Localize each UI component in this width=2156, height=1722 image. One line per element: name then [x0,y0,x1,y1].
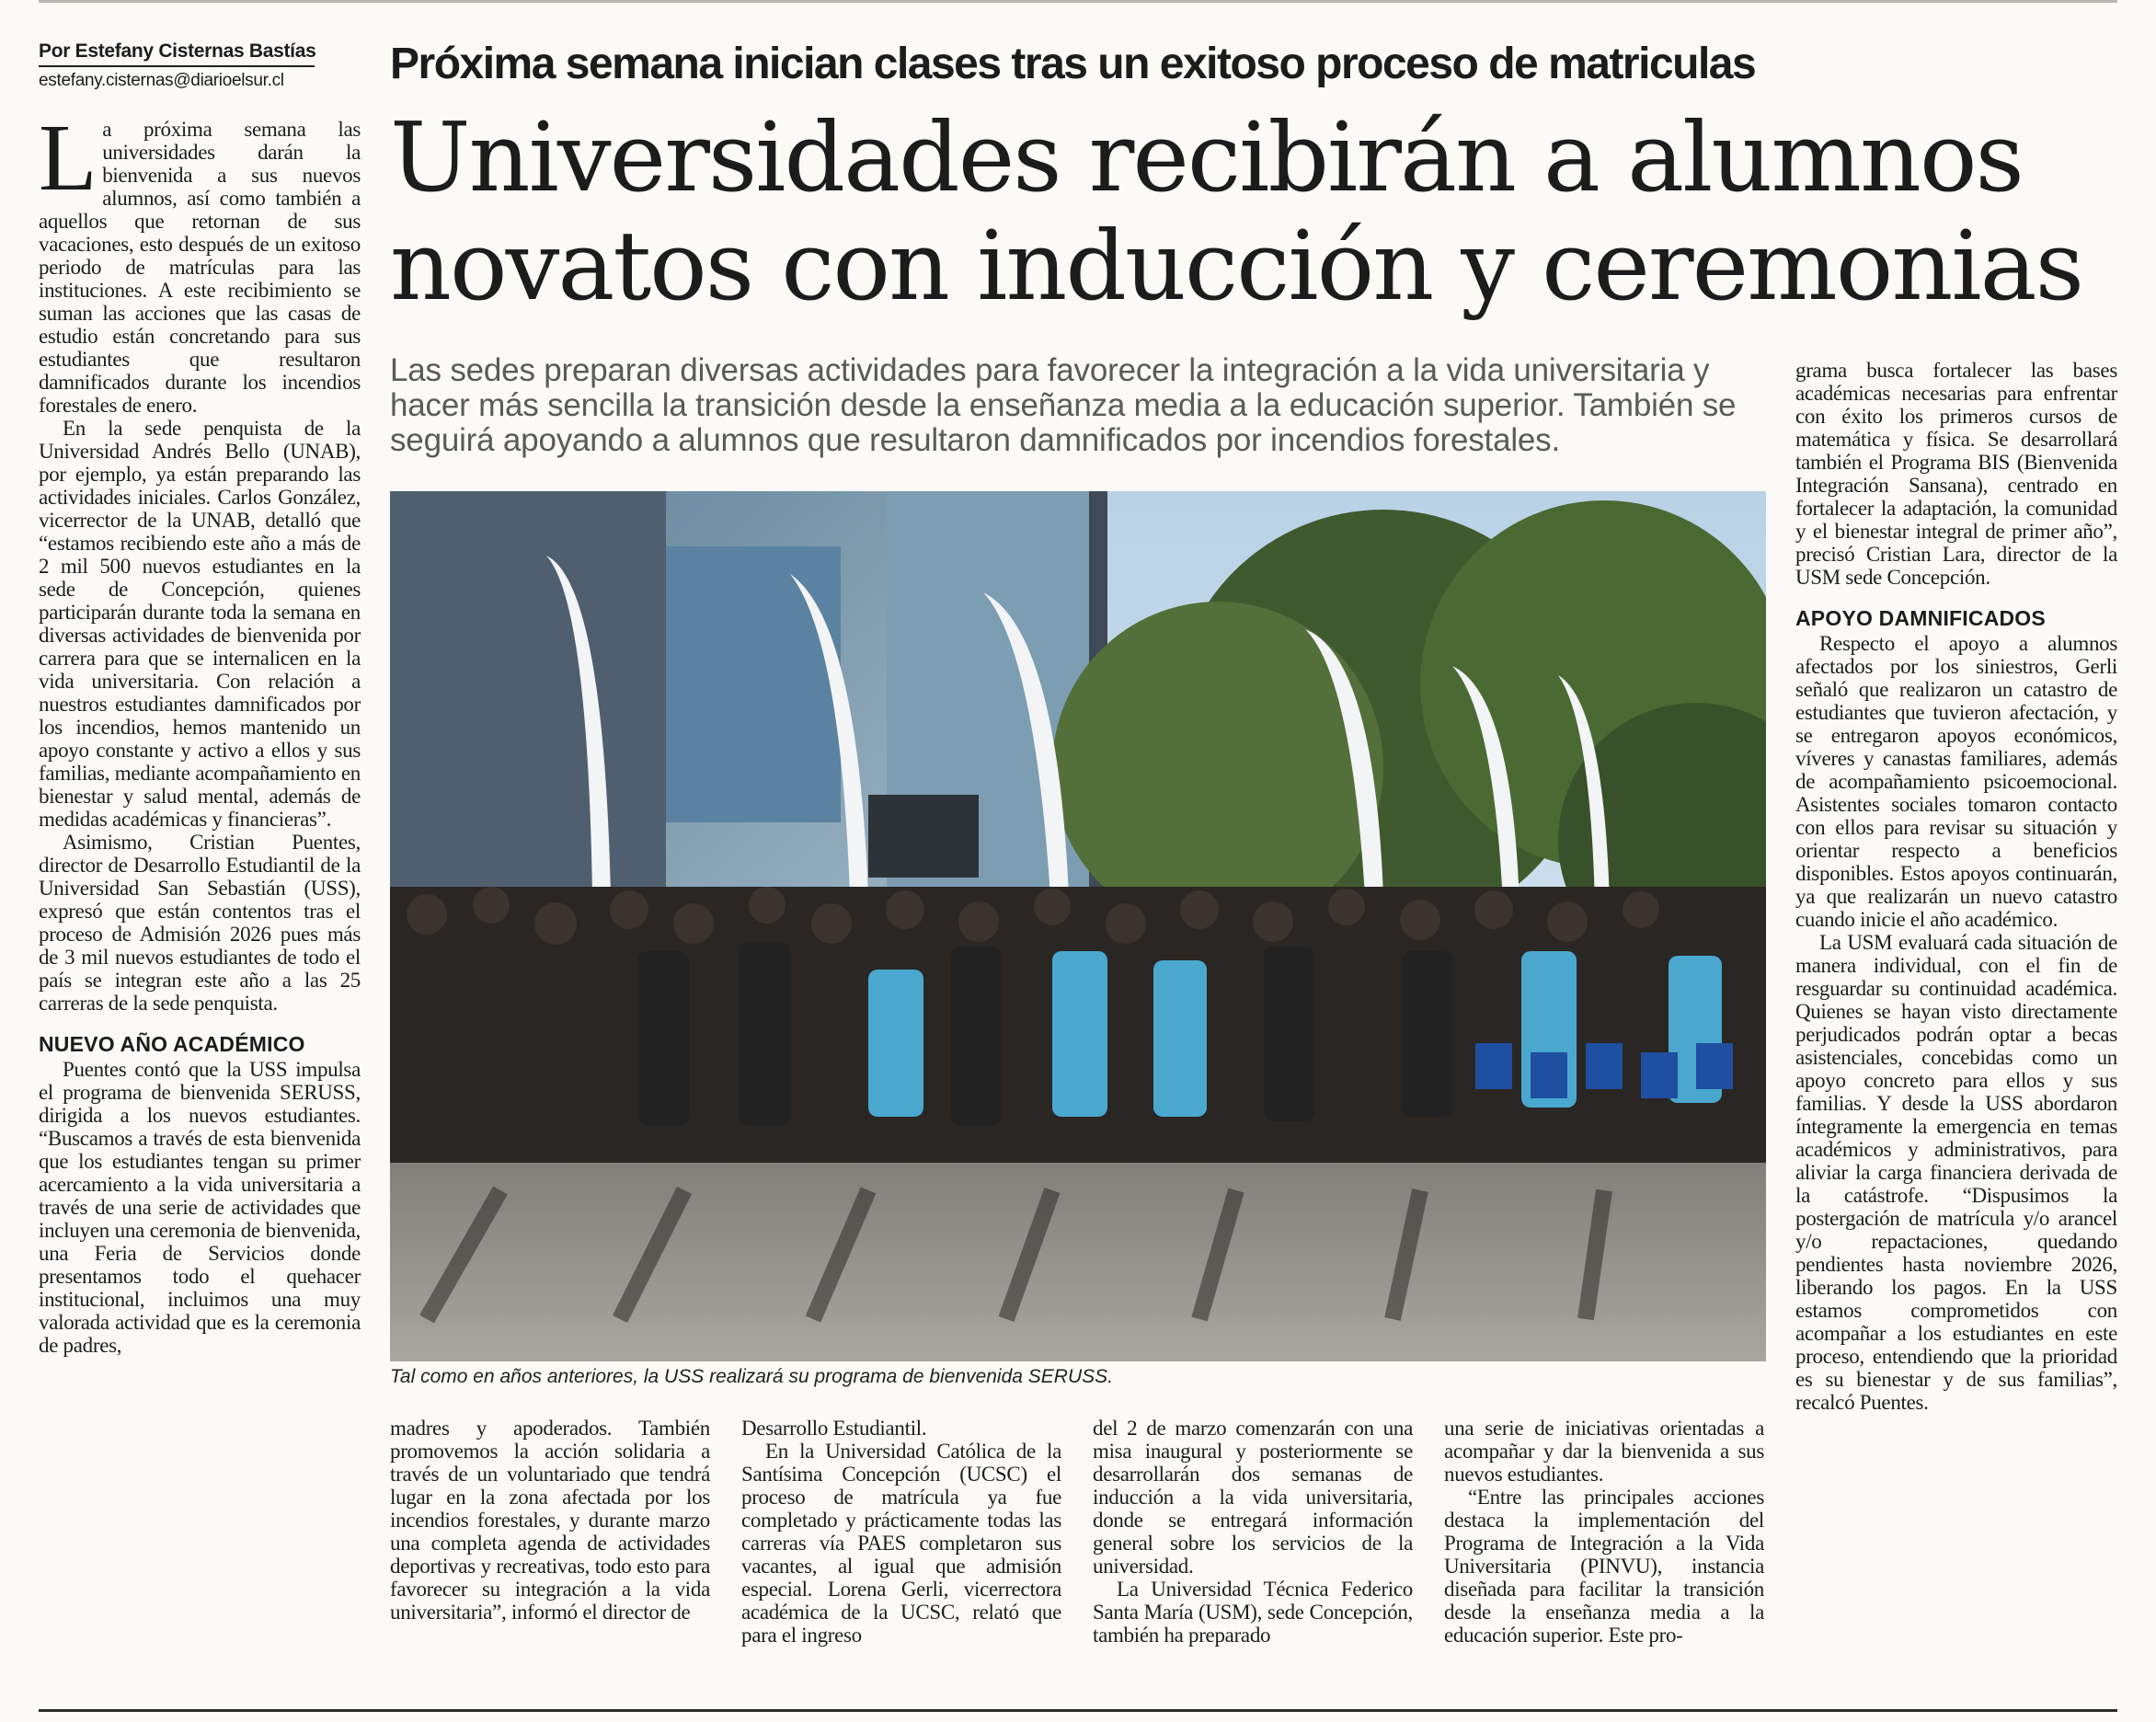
photo-caption: Tal como en años anteriores, la USS realizará su programa de bienvenida SERUSS. [390,1366,1113,1387]
article-paragraph: madres y apoderados. También promovemos la acción solidaria a través de un voluntariado que tendrá lugar en la zona afectada por los incendios forestales, y durante marzo una completa agenda de actividades deportivas y recreativas, todo esto para favorecer su integración a la vida universitaria”, informó el director de [390,1417,710,1624]
article-paragraph: Asimismo, Cristian Puentes, director de Desarrollo Estudiantil de la Universidad San Sebastián (USS), expresó que están contentos tras el proceso de Admisión 2026 pues más de 3 mil nuevos estudiantes de todo el país se integran este año a las 25 carreras de la sede penquista. [39,831,361,1015]
byline-author: Por Estefany Cisternas Bastías [39,40,315,67]
article-paragraph: Desarrollo Estudiantil. [741,1417,927,1440]
article-paragraph: Puentes contó que la USS impulsa el programa de bienvenida SERUSS, dirigida a los nuevos estudiantes. “Buscamos a través de esta bienvenida que los estudiantes tengan su primer acercamiento a la vida universitaria a través de una serie de actividades que incluyen una ceremonia de bienvenida, una Feria de Servicios donde presentamos todo el quehacer institucional, incluimos una muy valorada actividad que es la ceremonia de padres, [39,1058,361,1357]
article-column-bottom-1 [390,1417,710,1624]
article-paragraph: Respecto el apoyo a alumnos afectados por los siniestros, Gerli señaló que realizaron un catastro de estudiantes que tuvieron afectación, y se entregaron apoyos económicos, víveres y canastas familiares, además de acompañamiento psicoemocional. Asistentes sociales tomaron contacto con ellos para revisar su situación y orientar respecto a beneficios disponibles. Estos apoyos continuarán, ya que realizarán un nuevo catastro cuando inicie el año académico. [1795,632,2117,931]
article-column-right [1795,359,2117,1414]
lead-paragraph: Las sedes preparan diversas actividades para favorecer la integración a la vida universitaria y hacer más sencilla la transición desde la enseñanza media a la educación superior. También se seguirá apoyando a alumnos que resultaron damnificados por incendios forestales. [390,352,1737,458]
article-paragraph: En la sede penquista de la Universidad Andrés Bello (UNAB), por ejemplo, ya están preparando las actividades iniciales. Carlos González, vicerrector de la UNAB, detalló que “estamos recibiendo este año a más de 2 mil 500 nuevos estudiantes en la sede de Concepción, quienes participarán durante toda la semana en diversas actividades de bienvenida por carrera para que se internalicen en la vida universitaria. Con relación a nuestros estudiantes damnificados por los incendios, hemos mantenido un apoyo constante y activo a ellos y sus familias, mediante acompañamiento en bienestar y salud mental, además de medidas académicas y financieras”. [39,417,361,831]
subheading: APOYO DAMNIFICADOS [1795,606,2046,630]
article-paragraph: En la Universidad Católica de la Santísima Concepción (UCSC) el proceso de matrícula ya fue completado y prácticamente todas las carreras vía PAES completaron sus vacantes, al igual que admisión especial. Lorena Gerli, vicerrectora académica de la UCSC, relató que para el ingreso [741,1440,1061,1647]
article-paragraph: del 2 de marzo comenzarán con una misa inaugural y posteriormente se desarrollarán dos semanas de inducción a la vida universitaria, donde se entregará información general sobre los servicios de la universidad. [1093,1417,1413,1578]
article-column-bottom-2 [741,1417,1061,1647]
byline-email: estefany.cisternas@diarioelsur.cl [39,71,284,90]
bottom-rule [39,1709,2117,1712]
article-paragraph: grama busca fortalecer las bases académicas necesarias para enfrentar con éxito los primeros cursos de matemática y física. Se desarrollará también el Programa BIS (Bienvenida Integración Sansana), centrado en fortalecer la adaptación, la comunidad y el bienestar integral de primer año”, precisó Cristian Lara, director de la USM sede Concepción. [1795,359,2117,589]
article-column-left [39,105,361,1357]
headline: Universidades recibirán a alumnos novatos con inducción y ceremonias [390,101,2083,322]
article-paragraph: La próxima semana las universidades darán la bienvenida a sus nuevos alumnos, así como también a aquellos que retornan de sus vacaciones, esto después de un exitoso periodo de matrículas para las instituciones. A este recibimiento se suman las acciones que las casas de estudio están concretando para sus estudiantes que resultaron damnificados durante los incendios forestales de enero. [39,105,361,417]
article-paragraph: “Entre las principales acciones destaca la implementación del Programa de Integración a la Vida Universitaria (PINVU), instancia diseñada para facilitar la transición desde la enseñanza media a la educación superior. Este pro- [1444,1486,1764,1647]
article-paragraph: La USM evaluará cada situación de manera individual, con el fin de resguardar su continuidad académica. Quienes se hayan visto directamente perjudicados podrán optar a becas asistenciales, concebidas como un apoyo concreto para ellos y sus familias. Y desde la USS abordaron íntegramente la emergencia en temas académicos y administrativos, para aliviar la carga financiera derivada de la catástrofe. “Dispusimos la postergación de matrícula y/o arancel y/o repactaciones, quedando pendientes hasta noviembre 2026, liberando los pagos. En la USS estamos comprometidos con acompañar a los estudiantes en este proceso, entendiendo que la prioridad es su bienestar y de sus familias”, recalcó Puentes. [1795,931,2117,1414]
article-paragraph: una serie de iniciativas orientadas a acompañar y dar la bienvenida a sus nuevos estudiantes. [1444,1417,1764,1486]
news-photo [390,491,1766,1361]
photo-illustration [390,491,1766,1361]
top-rule [39,0,2117,3]
article-column-bottom-3 [1093,1417,1413,1647]
article-column-bottom-4 [1444,1417,1764,1647]
byline [39,40,315,91]
subheading: NUEVO AÑO ACADÉMICO [39,1032,305,1056]
kicker: Próxima semana inician clases tras un exitoso proceso de matriculas [390,40,1756,88]
article-paragraph: La Universidad Técnica Federico Santa María (USM), sede Concepción, también ha preparado [1093,1578,1413,1647]
